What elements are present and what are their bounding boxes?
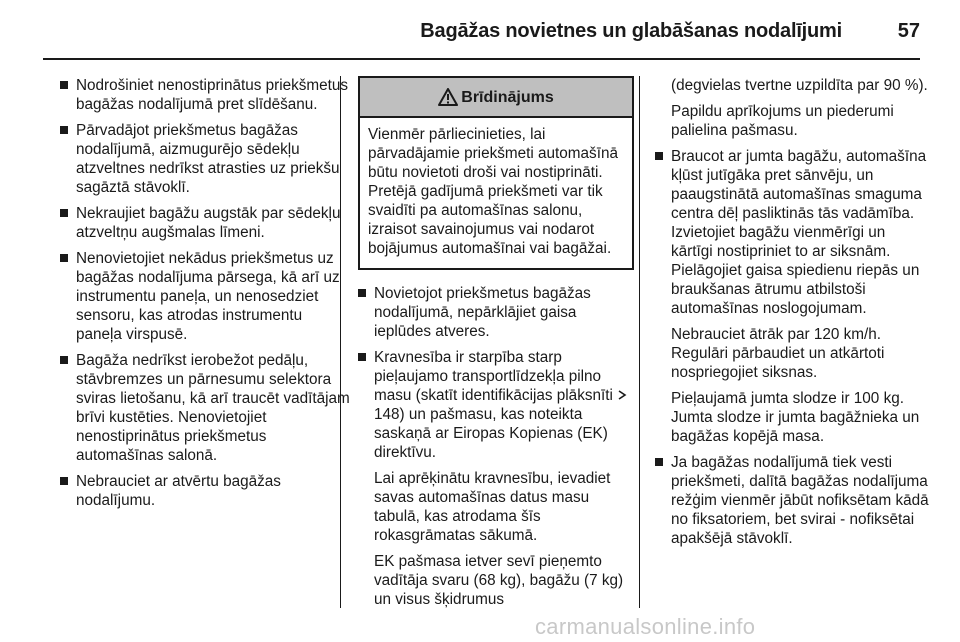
warning-triangle-icon (438, 88, 458, 106)
list-item-text-cont: 148) un pašmasu, kas noteikta saskaņā ar Eiropas Kopienas (EK) direktīvu. (374, 406, 608, 461)
list-item-text: Ja bagāžas nodalījumā tiek vesti priekšmeti, dalītā bagāžas nodalījuma režģim vienmēr jābūt nofiksētam kādā no fiksatoriem, bet svirai - nofiksētai apakšējā stāvoklī. (671, 454, 929, 547)
list-item-text: Kravnesība ir starpība starp pieļaujamo transportlīdzekļa pilno masu (skatīt identifikācijas plāksnīti (374, 349, 613, 404)
list-item-text: Braucot ar jumta bagāžu, automašīna kļūst jutīgāka pret sānvēju, un paaugstinātā automašīnas smaguma centra dēļ pasliktinās tās vadāmība. Izvietojiet bagāžu vienmērīgi un kārtīgi nostipriniet to ar siksnām. Pielāgojiet gaisa spiedienu riepās un braukšanas ātrumu atbilstoši automašīnas noslogojumam. (671, 148, 927, 317)
reference-arrow-icon (617, 387, 628, 404)
list-item (358, 348, 634, 462)
paragraph: Pieļaujamā jumta slodze ir 100 kg. Jumta slodze ir jumta bagāžnieka un bagāžas kopējā masa. (671, 390, 920, 445)
list-item (60, 204, 350, 242)
bullet-icon (60, 356, 68, 364)
bullet-icon (60, 209, 68, 217)
paragraph: Nebrauciet ātrāk par 120 km/h. Regulāri pārbaudiet un atkārtoti nospriegojiet siksnas. (671, 326, 885, 381)
list-item-text: Nebrauciet ar atvērtu bagāžas nodalījumu. (76, 473, 281, 509)
list-item (358, 284, 634, 341)
list-item-text: Nenovietojiet nekādus priekšmetus uz bagāžas nodalījuma pārsega, kā arī uz instrumentu paneļa, un nenosedziet sensoru, kas atrodas instrumentu paneļa virspusē. (76, 250, 340, 343)
paragraph: EK pašmasa ietver sevī pieņemto vadītāja svaru (68 kg), bagāžu (7 kg) un visus šķidrumus (374, 553, 624, 608)
bullet-icon (358, 353, 366, 361)
bullet-icon (60, 254, 68, 262)
paragraph: Lai aprēķinātu kravnesību, ievadiet savas automašīnas datus masu tabulā, kas atrodama šīs rokasgrāmatas sākumā. (374, 470, 611, 544)
list-item-text: Nekraujiet bagāžu augstāk par sēdekļu atzveltņu augšmalas līmeni. (76, 205, 341, 241)
bullet-icon (60, 477, 68, 485)
page-header (0, 0, 960, 62)
column-3 (655, 76, 930, 555)
bullet-icon (60, 81, 68, 89)
list-item (60, 472, 350, 510)
list-item-text: Bagāža nedrīkst ierobežot pedāļu, stāvbremzes un pārnesumu selektora sviras lietošanu, kā arī traucēt vadītājam brīvi kustēties. Nenovietojiet nenostiprinātus priekšmetus automašīnas salonā. (76, 352, 350, 464)
list-item (655, 147, 930, 318)
list-item-text: Pārvadājot priekšmetus bagāžas nodalījumā, aizmugurējo sēdekļu atzveltnes nedrīkst atrasties uz priekšu sagāztā stāvoklī. (76, 122, 340, 196)
section-title: Bagāžas novietnes un glabāšanas nodalījumi (420, 20, 842, 42)
header-divider (43, 58, 920, 60)
watermark: carmanualsonline.info (535, 614, 756, 639)
bullet-icon (60, 126, 68, 134)
paragraph: Papildu aprīkojums un piederumi palielina pašmasu. (671, 103, 894, 139)
warning-header (360, 78, 632, 118)
list-item (60, 249, 350, 344)
list-item (60, 351, 350, 465)
list-item-text: Nodrošiniet nenostiprinātus priekšmetus bagāžas nodalījumā pret slīdēšanu. (76, 77, 349, 113)
list-item (60, 121, 350, 197)
warning-box (358, 76, 634, 270)
warning-heading: Brīdinājums (461, 88, 554, 106)
bullet-icon (358, 289, 366, 297)
bullet-icon (655, 458, 663, 466)
list-item (655, 453, 930, 548)
column-1 (60, 76, 350, 517)
page-number: 57 (897, 20, 920, 42)
list-item (60, 76, 350, 114)
bullet-icon (655, 152, 663, 160)
warning-text: Vienmēr pārliecinieties, lai pārvadājamie priekšmeti automašīnā būtu novietoti droši vai nostiprināti. Pretējā gadījumā priekšmeti var tik svaidīti pa automašīnas salonu, izraisot savainojumus vai nodarot bojājumus automašīnai vai bagāžai. (368, 126, 618, 257)
list-item-text: Novietojot priekšmetus bagāžas nodalījumā, nepārklājiet gaisa ieplūdes atveres. (374, 285, 591, 340)
column-2 (358, 76, 634, 616)
column-divider-2 (639, 76, 640, 608)
paragraph: (degvielas tvertne uzpildīta par 90 %). (671, 77, 928, 94)
